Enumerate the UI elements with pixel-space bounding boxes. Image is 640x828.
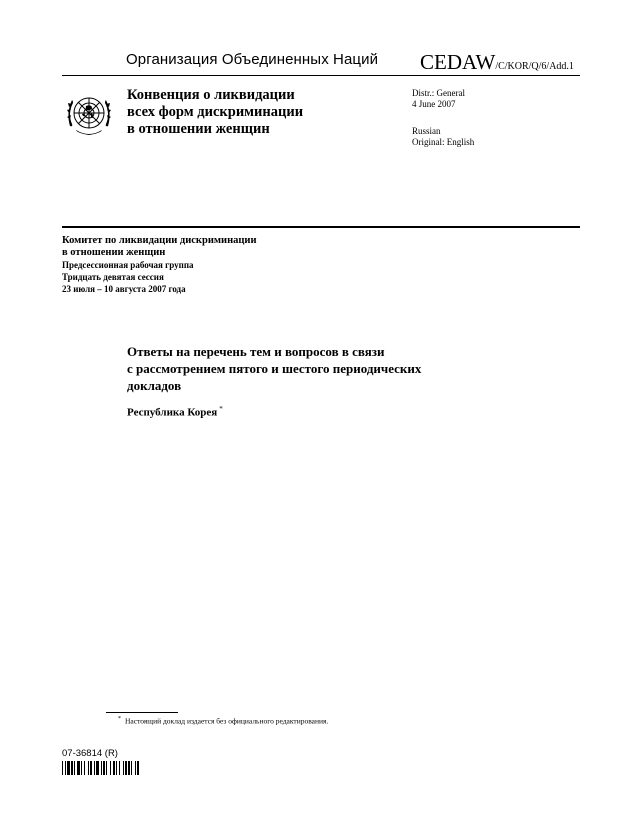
document-symbol-main: CEDAW: [420, 50, 496, 74]
footnote-marker: *: [219, 405, 223, 413]
footnote-text: Настоящий доклад издается без официального редактирования.: [125, 716, 329, 726]
section-rule: [62, 226, 580, 228]
un-emblem-icon: [62, 86, 116, 140]
document-number: 07-36814 (R): [62, 748, 118, 759]
committee-name: в отношении женщин: [62, 247, 166, 258]
footnote-marker: *: [118, 716, 121, 722]
document-title-line: докладов: [127, 378, 182, 393]
distribution-block: [412, 88, 474, 148]
distribution-status: Distr.: General: [412, 88, 465, 98]
barcode-icon: [62, 761, 170, 775]
convention-title: [127, 87, 303, 138]
convention-title-line: в отношении женщин: [127, 121, 270, 137]
document-title-line: Ответы на перечень тем и вопросов в связи: [127, 344, 385, 359]
convention-title-line: всех форм дискриминации: [127, 104, 304, 120]
session-dates: 23 июля – 10 августа 2007 года: [62, 284, 186, 294]
country-name: [127, 405, 223, 419]
issue-date: 4 June 2007: [412, 99, 456, 109]
country-label: Республика Корея: [127, 406, 218, 419]
header-rule: [62, 75, 580, 76]
footnote: [118, 716, 328, 726]
committee-name: Комитет по ликвидации дискриминации: [62, 235, 257, 246]
organization-name: Организация Объединенных Наций: [126, 51, 379, 68]
footnote-rule: [106, 712, 178, 713]
original-language: Original: English: [412, 137, 475, 147]
convention-title-line: Конвенция о ликвидации: [127, 87, 295, 103]
document-title: [127, 343, 421, 394]
document-symbol: [420, 50, 574, 75]
working-group: Предсессионная рабочая группа: [62, 260, 194, 270]
committee-block: [62, 235, 257, 295]
session-name: Тридцать девятая сессия: [62, 272, 164, 282]
document-symbol-rest: /C/KOR/Q/6/Add.1: [495, 61, 574, 72]
document-language: Russian: [412, 126, 441, 136]
document-title-line: с рассмотрением пятого и шестого периодических: [127, 361, 422, 376]
